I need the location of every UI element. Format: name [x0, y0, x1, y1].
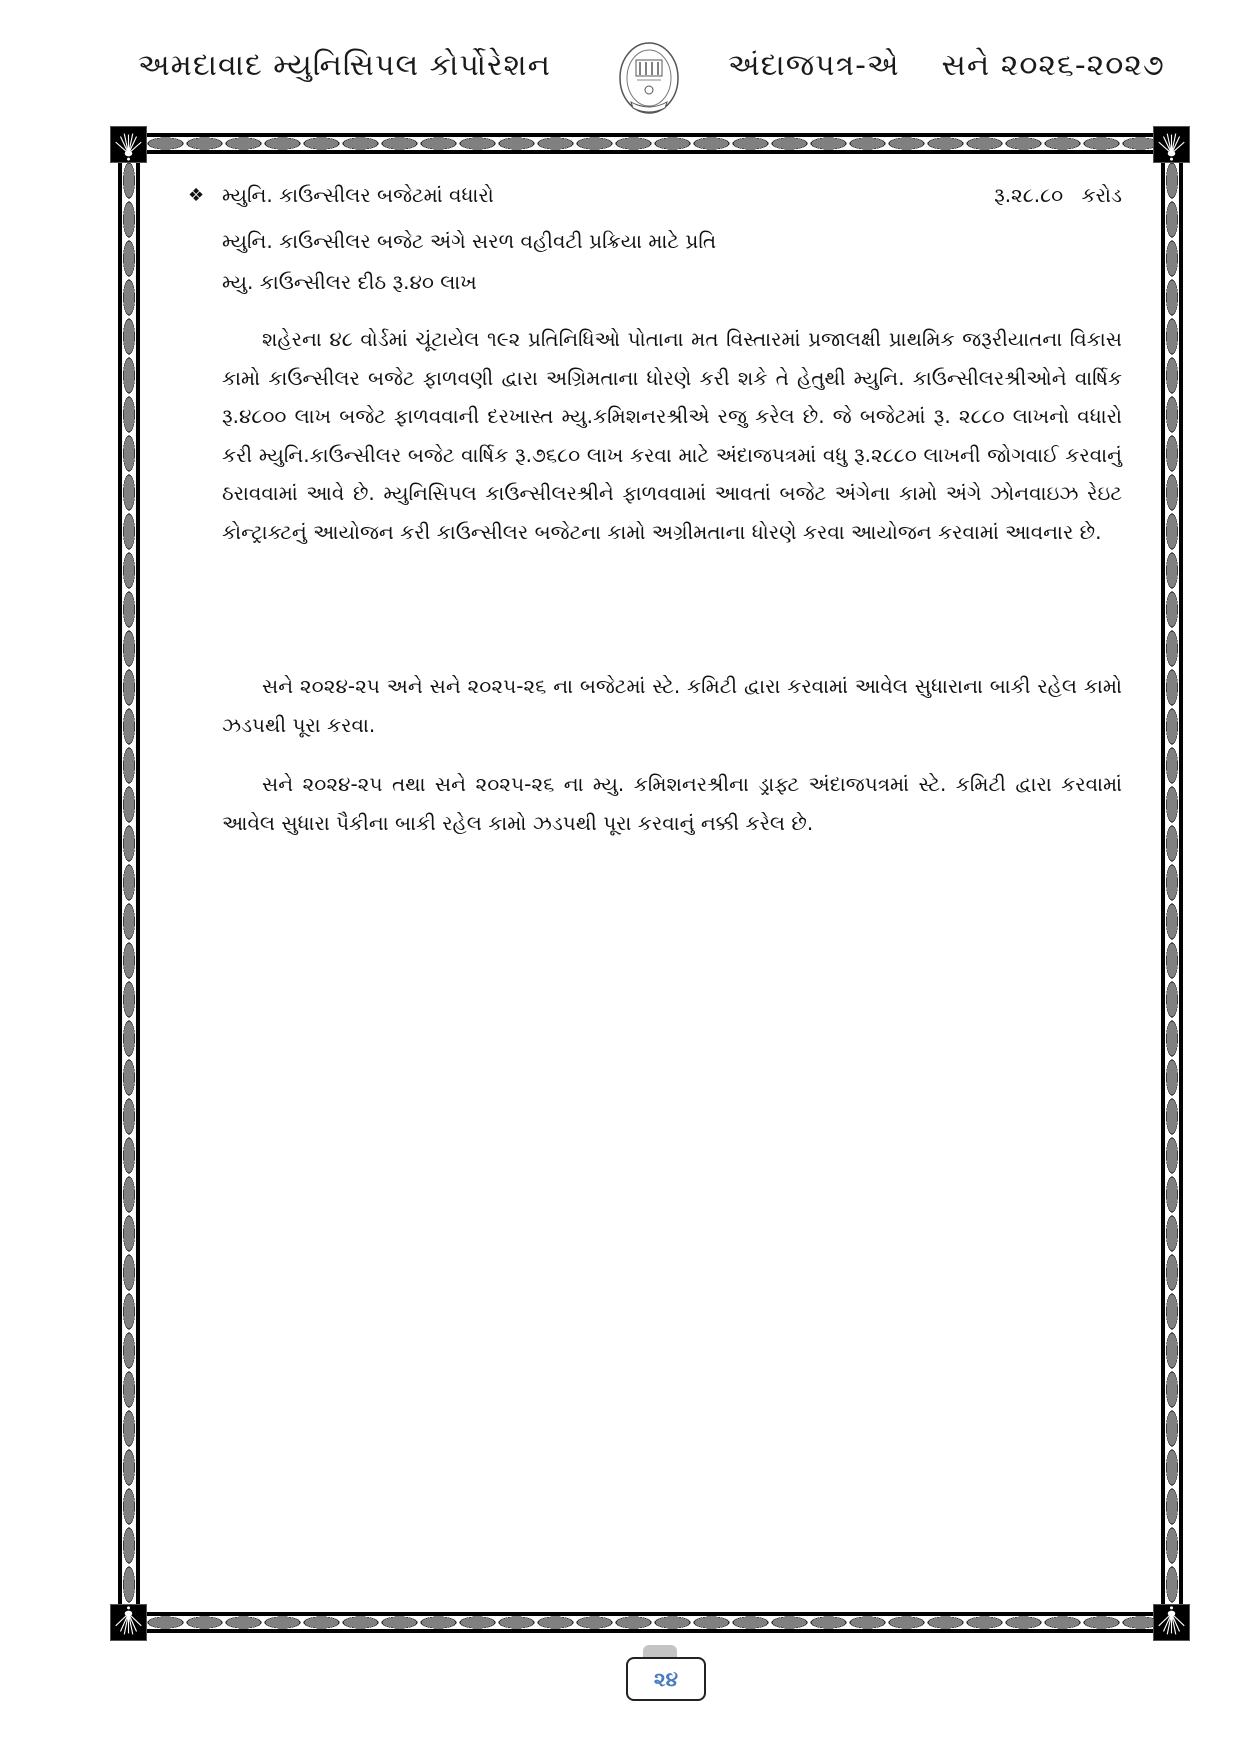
budget-item-subtitle-line: મ્યુનિ. કાઉન્સીલર બજેટ અંગે સરળ વહીવટી પ્રક્રિયા માટે પ્રતિ — [222, 229, 717, 253]
budget-item-title: મ્યુનિ. કાઉન્સીલર બજેટમાં વધારો — [222, 183, 494, 207]
border-left-band — [118, 161, 140, 1605]
page-number: ૨૪ — [626, 1657, 706, 1701]
border-top-band — [146, 133, 1154, 154]
border-right-band — [1161, 161, 1183, 1605]
border-corner-ornament-icon — [1153, 126, 1190, 163]
budget-item-amount: રૂ.૨૮.૮૦ કરોડ — [994, 183, 1122, 207]
border-bottom-band — [146, 1612, 1154, 1633]
budget-item-subtitle-line: મ્યુ. કાઉન્સીલર દીઠ રૂ.૪૦ લાખ — [222, 270, 477, 294]
border-corner-ornament-icon — [110, 126, 147, 163]
header-org-title: અમદાવાદ મ્યુનિસિપલ કોર્પોરેશન — [138, 48, 552, 83]
body-paragraph: સને ૨૦૨૪-૨૫ અને સને ૨૦૨૫-૨૬ ના બજેટમાં સ્ટે. કમિટી દ્વારા કરવામાં આવેલ સુધારાના બાકી રહેલ કામો ઝડપથી પૂરા કરવા. — [222, 674, 1122, 737]
amc-emblem-logo — [617, 40, 681, 120]
header-year-label: સને ૨૦૨૬-૨૦૨૭ — [941, 48, 1165, 83]
header-doc-title: અંદાજપત્ર-એ — [728, 48, 900, 83]
body-paragraph: શહેરના ૪૮ વોર્ડમાં ચૂંટાયેલ ૧૯૨ પ્રતિનિધિઓ પોતાના મત વિસ્તારમાં પ્રજાલક્ષી પ્રાથમિક જરૂરીયાતના વિકાસ કામો કાઉન્સીલર બજેટ ફાળવણી દ્વારા અગ્રિમતાના ધોરણે કરી શકે તે હેતુથી મ્યુનિ. કાઉન્સીલરશ્રીઓને વાર્ષિક રૂ.૪૮૦૦ લાખ બજેટ ફાળવવાની દરખાસ્ત મ્યુ.કમિશનરશ્રીએ રજુ કરેલ છે. જે બજેટમાં રૂ. ૨૮૮૦ લાખનો વધારો કરી મ્યુનિ.કાઉન્સીલર બજેટ વાર્ષિક રૂ.૭૬૮૦ લાખ કરવા માટે અંદાજપત્રમાં વધુ રૂ.૨૮૮૦ લાખની જોગવાઈ કરવાનું ઠરાવવામાં આવે છે. મ્યુનિસિપલ કાઉન્સીલરશ્રીને ફાળવવામાં આવતાં બજેટ અંગેના કામો અંગે ઝોનવાઇઝ રેઇટ કોન્ટ્રાક્ટનું આયોજન કરી કાઉન્સીલર બજેટના કામો અગ્રીમતાના ધોરણે કરવા આયોજન કરવામાં આવનાર છે. — [222, 327, 1122, 544]
body-paragraph: સને ૨૦૨૪-૨૫ તથા સને ૨૦૨૫-૨૬ ના મ્યુ. કમિશનરશ્રીના ડ્રાફ્ટ અંદાજપત્રમાં સ્ટે. કમિટી દ્વારા કરવામાં આવેલ સુધારા પૈકીના બાકી રહેલ કામો ઝડપથી પૂરા કરવાનું નક્કી કરેલ છે. — [222, 772, 1122, 835]
header-doc-info — [728, 48, 1165, 83]
diamond-bullet-icon: ❖ — [188, 185, 205, 206]
emblem-icon — [617, 40, 681, 120]
border-corner-ornament-icon — [110, 1604, 147, 1641]
border-corner-ornament-icon — [1153, 1604, 1190, 1641]
